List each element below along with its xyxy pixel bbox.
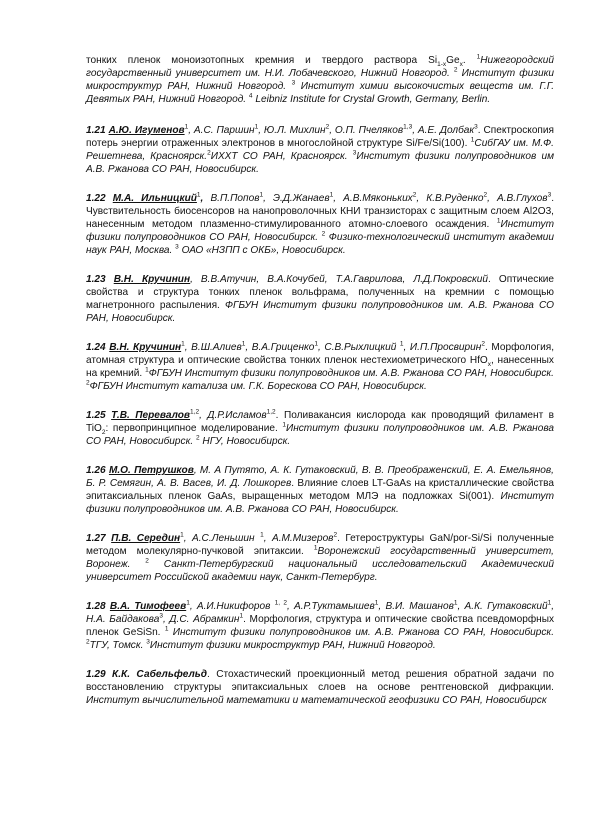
superscript-mark: 2 <box>86 379 90 387</box>
text-run: . Поливакансия кислорода как проводящий филамент в TiO <box>86 410 555 434</box>
coauthors: , А.В.Глухов <box>487 193 548 204</box>
superscript-mark: 2 <box>325 123 330 131</box>
coauthors: , В.И. Машанов <box>378 601 454 612</box>
affiliation: Институт физики полупроводников СО РАН, Новосибирск. <box>86 219 554 243</box>
text-run: . Чувствительность биосенсоров на нанопроволочных КНИ транзисторах с защитным слоем Al2O3, нанесенным методом плазменно-стимулированного атомно-слоевого осаждения. <box>86 193 554 230</box>
affiliation: НГУ, Новосибирск. <box>199 436 291 447</box>
superscript-mark: 1 <box>184 123 189 131</box>
affiliation: ИХХТ СО РАН, Красноярск. <box>210 151 353 162</box>
superscript-mark: 2 <box>483 191 488 199</box>
abstract-entry <box>86 54 554 106</box>
subscript-mark: x <box>459 61 463 69</box>
text-run: . Морфология, структура и оптические свойства псевдоморфных пленок GeSiSn. <box>86 614 555 638</box>
superscript-mark: 1 <box>239 612 244 620</box>
affiliation: Санкт-Петербургский национальный исследовательский Академический университет Российской академии наук, Санкт-Петербург. <box>86 559 554 583</box>
superscript-mark: 1 <box>241 340 246 348</box>
text-run: . Морфология, атомная структура и оптические свойства тонких пленок нестехиометрического HfO <box>86 342 555 366</box>
coauthors: , А.С.Леньшин <box>183 533 261 544</box>
superscript-mark: 1 <box>164 625 169 633</box>
affiliation: Физико-технологический институт академии наук РАН, Москва. <box>86 232 554 256</box>
presenting-author: Т.В. Перевалов <box>111 410 191 421</box>
superscript-mark: 4 <box>248 92 253 100</box>
abstract-number: 1.29 К.К. Сабельфельд <box>86 669 208 680</box>
coauthors: , И.П.Просвирин <box>403 342 482 353</box>
abstract-entry <box>86 464 554 516</box>
superscript-mark: 1 <box>470 136 475 144</box>
superscript-mark: 2 <box>412 191 417 199</box>
text-run: : первопринципное моделирование. <box>105 423 283 434</box>
coauthors: , А.М.Мизеров <box>263 533 334 544</box>
affiliation: ОАО «НЗПП с ОКБ», Новосибирск. <box>178 245 346 256</box>
superscript-mark: 3 <box>547 191 552 199</box>
affiliation: Институт физики микроструктур РАН, Нижний Новгород. <box>149 640 436 651</box>
abstract-entry <box>86 124 554 176</box>
superscript-mark: 1 <box>282 421 286 429</box>
coauthors: , А.Р.Туктамышев <box>286 601 375 612</box>
affiliation: Институт физики полупроводников им. А.В. Ржанова СО РАН, Новосибирск. <box>86 491 554 515</box>
abstract-number: 1.21 <box>86 125 109 136</box>
superscript-mark: 2 <box>145 557 149 565</box>
affiliation: Институт химии высокочистых веществ им. Г.Г. Девятых РАН, Нижний Новгород. <box>86 81 554 105</box>
text-run: . Гетероструктуры GaN/por-Si/Si полученные методом молекулярно-пучковой эпитаксии. <box>86 533 554 557</box>
coauthors: , М. А Путято, А. К. Гутаковский, В. В. Преображенский, Е. А. Емельянов, Б. Р. Семягин, А. В. Васев, И. Д. Лошкорев <box>86 465 554 489</box>
superscript-mark: 1 <box>186 599 190 607</box>
presenting-author: П.В. Середин <box>111 533 181 544</box>
superscript-mark: 1, 2 <box>274 599 287 607</box>
abstract-number: 1.27 <box>86 533 112 544</box>
coauthors: , А.К. Гутаковский <box>457 601 548 612</box>
affiliation: СибГАУ им. М.Ф. Решетнева, Красноярск. <box>86 138 554 162</box>
text-run: Ge <box>446 55 460 66</box>
subscript-mark: 1-x <box>437 61 447 69</box>
coauthors: , А.В.Мяконьких <box>333 193 413 204</box>
superscript-mark: 1 <box>374 599 379 607</box>
coauthors: , А.Е. Долбак <box>412 125 475 136</box>
superscript-mark: 2 <box>207 149 211 157</box>
abstract-number: 1.25 <box>86 410 112 421</box>
abstract-entry <box>86 600 554 652</box>
text-run: . <box>462 55 477 66</box>
superscript-mark: 1,2 <box>190 408 200 416</box>
affiliation: ФГБУН Институт физики полупроводников им. А.В. Ржанова СО РАН, Новосибирск. <box>148 368 554 379</box>
subscript-mark: x <box>487 361 492 369</box>
coauthors: , А.И.Никифоров <box>189 601 275 612</box>
coauthors: , Д.С. Абрамкин <box>162 614 240 625</box>
coauthors: , С.В.Рыхлицкий <box>318 342 400 353</box>
superscript-mark: 1 <box>453 599 458 607</box>
presenting-author: В.Н. Кручинин <box>113 274 191 285</box>
superscript-mark: 1 <box>259 191 264 199</box>
superscript-mark: 3 <box>175 243 179 251</box>
superscript-mark: 2 <box>453 66 458 74</box>
abstract-number: 1.22 <box>86 193 113 204</box>
superscript-mark: 1 <box>181 340 185 348</box>
document-page <box>86 54 554 723</box>
superscript-mark: 1 <box>476 53 481 61</box>
superscript-mark: 2 <box>86 638 90 646</box>
superscript-mark: 1 <box>145 366 149 374</box>
superscript-mark: 3 <box>291 79 296 87</box>
superscript-mark: 1 <box>260 531 264 539</box>
superscript-mark: 1 <box>547 599 552 607</box>
coauthors: , А.С. Паршин <box>188 125 255 136</box>
presenting-author: М.О. Петрушков <box>108 465 194 476</box>
coauthors: , Д.Р.Исламов <box>199 410 267 421</box>
affiliation: Leibniz Institute for Crystal Growth, Germany, Berlin. <box>252 94 491 105</box>
affiliation: ФГБУН Институт физики полупроводников им. А.В. Ржанова СО РАН, Новосибирск. <box>86 300 554 324</box>
text-run: , нанесенных на кремний. <box>86 355 554 379</box>
presenting-author: В.А. Тимофеев <box>109 601 187 612</box>
coauthors: В.П.Попов <box>210 193 260 204</box>
superscript-mark: 1 <box>180 531 184 539</box>
superscript-mark: 2 <box>321 230 326 238</box>
subscript-mark: 2 <box>101 429 106 437</box>
superscript-mark: 2 <box>333 531 338 539</box>
text-run: . Спектроскопия потерь энергии отраженных электронов в многослойной структуре Si/Fe/Si(100). <box>86 125 554 149</box>
coauthors: , Н.А. Байдакова <box>86 601 554 625</box>
coauthors: , О.П. Пчеляков <box>329 125 404 136</box>
text-run: тонких пленок моноизотопных кремния и твердого раствора Si <box>86 55 438 66</box>
superscript-mark: 3 <box>352 149 357 157</box>
affiliation: Воронежский государственный университет, Воронеж. <box>86 546 554 570</box>
coauthors: , Э.Д.Жанаев <box>263 193 330 204</box>
abstract-number: 1.28 <box>86 601 110 612</box>
coauthors: , В.А.Гриценко <box>245 342 315 353</box>
affiliation: Институт физики полупроводников им. А.В. Ржанова СО РАН, Новосибирск. <box>86 423 555 447</box>
superscript-mark: 3 <box>146 638 150 646</box>
text-run: . Оптические свойства и структура тонких пленок вольфрама, полученных на кремнии с помощью магнетронного распыления. <box>86 274 555 311</box>
affiliation: ФГБУН Институт катализа им. Г.К. Борескова СО РАН, Новосибирск. <box>89 381 427 392</box>
abstract-entry <box>86 341 554 393</box>
abstract-number: , <box>200 193 211 204</box>
abstract-entry <box>86 409 554 448</box>
affiliation: Нижегородский государственный университет им. Н.И. Лобачевского, Нижний Новгород. <box>86 55 555 79</box>
superscript-mark: 1 <box>313 544 318 552</box>
abstract-entry <box>86 668 554 707</box>
superscript-mark: 1 <box>254 123 259 131</box>
superscript-mark: 1 <box>314 340 319 348</box>
superscript-mark: 3 <box>159 612 163 620</box>
coauthors: , К.В.Руденко <box>416 193 484 204</box>
presenting-author: М.А. Ильницкий <box>112 193 197 204</box>
superscript-mark: 1 <box>329 191 334 199</box>
coauthors: , В.Ш.Алиев <box>184 342 242 353</box>
presenting-author: А.Ю. Игуменов <box>108 125 185 136</box>
text-run: . Стохастический проекционный метод решения обратной задачи по восстановлению структуры эпитаксиальных слоев на основе рентгеновской дифракции. <box>86 669 554 693</box>
abstract-number: 1.26 <box>86 465 109 476</box>
affiliation: Институт вычислительной математики и математической геофизики СО РАН, Новосибирск <box>86 695 547 706</box>
affiliation: ТГУ, Томск. <box>89 640 147 651</box>
coauthors: , В.В.Атучин, В.А.Кочубей, Т.А.Гаврилова, Л.Д.Покровский <box>190 274 488 285</box>
text-run: . Влияние слоев LT-GaAs на кристаллические свойства эпитаксиальных пленок GaAs, выращенных методом МЛЭ на подложках Si(001). <box>86 478 555 502</box>
affiliation: Институт физики полупроводников им А.В. Ржанова СО РАН, Новосибирск. <box>86 151 554 175</box>
affiliation: Институт физики полупроводников им. А.В. Ржанова СО РАН, Новосибирск. <box>168 627 554 638</box>
superscript-mark: 1 <box>399 340 404 348</box>
superscript-mark: 1 <box>196 191 201 199</box>
abstract-entry <box>86 192 554 257</box>
presenting-author: В.Н. Кручинин <box>109 342 182 353</box>
abstract-entry <box>86 532 554 584</box>
abstract-number: 1.23 <box>86 274 114 285</box>
coauthors: , Ю.Л. Михлин <box>258 125 326 136</box>
abstract-number: 1.24 <box>86 342 110 353</box>
superscript-mark: 2 <box>195 434 200 442</box>
superscript-mark: 3 <box>474 123 478 131</box>
affiliation: Институт физики микроструктур РАН, Нижний Новгород. <box>86 68 555 92</box>
superscript-mark: 2 <box>481 340 485 348</box>
superscript-mark: 1,3 <box>403 123 413 131</box>
superscript-mark: 1,2 <box>266 408 276 416</box>
abstract-entry <box>86 273 554 325</box>
superscript-mark: 1 <box>496 217 501 225</box>
